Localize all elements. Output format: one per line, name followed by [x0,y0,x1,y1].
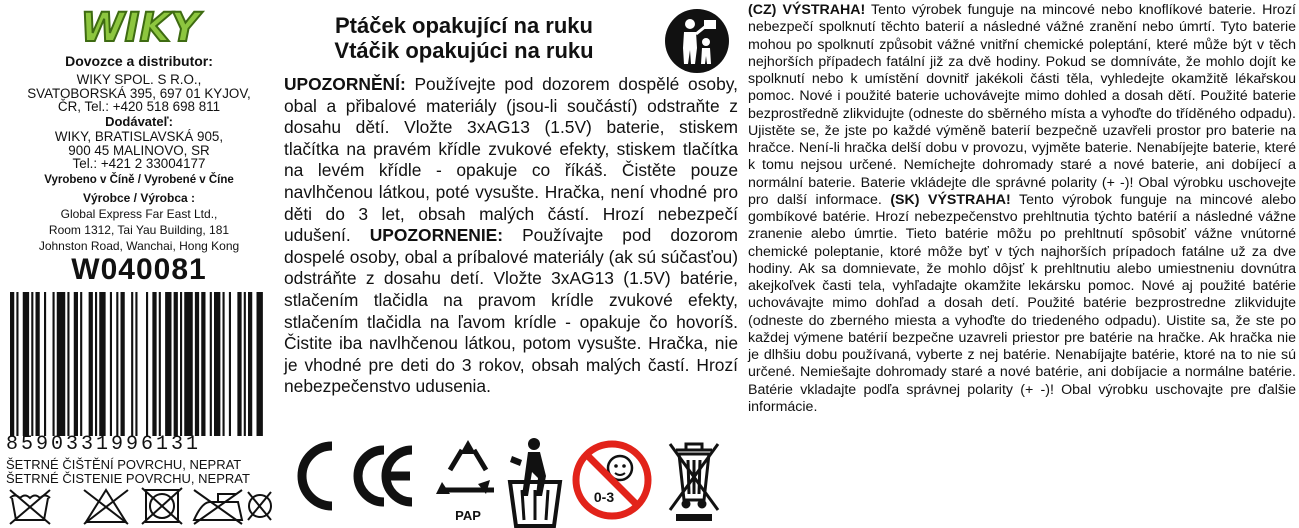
barcode-bar [229,292,231,436]
ce-mark-icon [302,436,342,506]
usage-warning-text [284,74,738,398]
compliance-symbols [284,436,744,528]
warning-text-cz: Používejte pod dozorem dospělé osoby, obal a přibalové materiály (jsou-li součástí) odstraňte z dosahu dětí. Vložte 3xAG13 (1.5V) baterie, stiskem tlačítka na pravém křídle zvukové efekty, stiskem tlačítka na levém křídle - opakuje co říkáš. Čistěte pouze navlhčenou látkou, poté vysušte. Hračka, není vhodné pro děti do 3 let, obsah malých částí. Hrozí nebezpečí udušení. [284,74,738,246]
age-label: 0-3 [593,489,615,505]
importer-heading: Dovozce a distributor: [65,53,213,69]
barcode-bar [74,292,78,436]
barcode-bar [180,292,182,436]
warning-label-cz: UPOZORNĚNÍ: [284,74,406,94]
supplier-address: WIKY, BRATISLAVSKÁ 905, 900 45 MALINOVO, SR Tel.: +421 2 33004177 [54,129,224,172]
battery-warning-text [748,2,1296,416]
age-0-3-warning-icon [576,444,648,516]
battery-warning-label-cz: (CZ) VÝSTRAHA! [748,2,866,18]
barcode-bar [80,292,82,436]
barcode-bar [195,292,199,436]
barcode-number: 8590331996131 [6,433,202,456]
wiky-logo [50,4,230,48]
barcode-bar [89,292,93,436]
importer-address: WIKY SPOL. S R.O., SVATOBORSKÁ 395, 697 01 KYJOV, ČR, Tel.: +420 518 698 811 [27,72,251,115]
battery-warning-sk: Tento výrobok funguje na mincové alebo gombíkové batérie. Hrozí nebezpečenstvo prehltnutia týchto batérií a následné vážne zranenie alebo úmrtie. Tieto batérie môžu po prehltnutí spôsobiť vážne vnútorné chemické poleptanie, ktoré môže byť v tých najhorších prípadoch fatálne už za dve hodiny. Ak sa domnievate, že mohlo dôjsť k prehltnutiu alebo umiestneniu dovnútra akejkoľvek časti tela, vyhľadajte okamžite lekársku pomoc. Nové aj použité batérie uchovávajte mimo dohľad a dosah detí. Použité batérie bezprostredne zlikvidujte (odneste do zberného miesta a vyhoďte do triedeného odpadu). Uistite sa, že ste po každej výmene batérií bezpečne uzavreli priestor pre batérie na hračke. Ak hračka nie je dlhšiu dobu používaná, vyberte z nej batérie. Nenabíjajte batérie, ktoré na to nie sú určené. Nemiešajte dohromady staré a nové batérie, ani dobíjacie a normálne batérie. Batérie vkladajte podľa správnej polarity (+ -)! Obal výrobku uschovajte pre ďalšie informácie. [748,191,1296,415]
no-wash-icon [10,490,50,524]
barcode-bar [57,292,66,436]
logo-text: WIKY [80,5,200,48]
barcode-bar [146,292,148,436]
no-bleach-icon [84,490,128,524]
barcode-bar [121,292,125,436]
barcode-bar [210,292,212,436]
barcode-bar [201,292,205,436]
barcode-bar [110,292,112,436]
no-iron-icon [194,490,242,524]
barcode-bar [99,292,105,436]
care-text-sk: ŠETRNÉ ČISTENIE POVRCHU, NEPRAT [6,471,250,486]
warning-text-sk: Používajte pod dozorom dospelé osoby, obal a príbalové materiály (ak sú súčasťou) odstráňte z dosahu detí. Vložte 3xAG13 (1.5V) batérie, stlačením tlačidla na pravom krídle zvukové efekty, stlačením tlačidla na ľavom krídle - opakuje čo hovoríš. Čistite iba navlhčenou látkou, potom vysušte. Hračka, nie je vhodné pre deti do 3 rokov, obsah malých častí. Hrozí nebezpečenstvo udusenia. [284,225,738,397]
barcode-bar [184,292,193,436]
product-code: W040081 [71,253,207,286]
warning-label-sk: UPOZORNENIE: [369,225,504,246]
recycle-pap-icon [436,440,494,523]
barcode-bar [53,292,55,436]
battery-warning-cz: Tento výrobek funguje na mincové nebo knoflíkové baterie. Hrozí nebezpečí spolknutí těchto baterií a následné vážné zranění nebo úmrtí. Tyto baterie mohou po spolknutí způsobit vážné vnitřní chemické poleptání, které může být v těch nejhorších případech fatální již za dvě hodiny. Pokud se domníváte, že mohlo dojít ke spolknutí nebo k umístění dovnitř jakékoli části těla, vyhledejte okamžitě lékařskou pomoc. Nové i použité baterie uchovávejte mimo dohled a dosah dětí. Použité baterie bezprostředně zlikvidujte (odneste do sběrného místa a vyhoďte do tříděného odpadu). Ujistěte se, že jste po každé výměně baterií bezpečně uzavřeli prostor pro baterie na hračce. Není-li hračka delší dobu v provozu, vyjměte baterie. Nenabíjejte baterie, které k tomu nejsou určené. Nemíchejte dohromady staré a nové baterie, ani dobíjecí a normální baterie. Baterie vkládejte dle správné polarity (+ -)! Obal výrobku uschovejte pro další informace. [748,2,1296,208]
battery-warning-label-sk: (SK) VÝSTRAHA! [890,191,1011,208]
barcode-bar [244,292,246,436]
barcode [10,292,265,436]
weee-bin-icon [670,444,718,521]
barcode-bar [237,292,241,436]
product-title-sk: Vtáčik opakujúci na ruku [334,38,594,63]
barcode-bar [174,292,178,436]
barcode-bar [31,292,33,436]
care-text-cz: ŠETRNÉ ČIŠTĚNÍ POVRCHU, NEPRAT [6,457,242,472]
barcode-bar [135,292,137,436]
no-tumble-dry-icon [142,488,182,524]
tidyman-icon [510,438,560,526]
barcode-bar [10,292,14,436]
barcode-bar [159,292,161,436]
barcode-bar [95,292,97,436]
ce-mark-icon-2 [358,450,412,502]
pap-label: PAP [455,508,481,523]
barcode-bar [257,292,263,436]
barcode-bar [44,292,46,436]
barcode-bar [67,292,69,436]
maker-address: Global Express Far East Ltd., Room 1312, Tai Yau Building, 181 Johnston Road, Wanchai, Hong Kong [38,207,240,253]
barcode-bar [131,292,133,436]
product-title-cz: Ptáček opakující na ruku [335,13,593,38]
barcode-bar [23,292,29,436]
barcode-bar [36,292,40,436]
barcode-bar [152,292,156,436]
care-symbols [6,486,272,526]
adult-supervision-icon [664,8,730,74]
barcode-bar [223,292,225,436]
barcode-bar [116,292,118,436]
no-dry-clean-icon [248,492,271,520]
supplier-heading: Dodávateľ: [105,114,173,129]
barcode-bar [165,292,171,436]
made-in-label: Vyrobeno v Číně / Vyrobené v Číne [44,174,234,186]
barcode-bar [16,292,18,436]
barcode-bar [214,292,220,436]
barcode-bar [248,292,252,436]
maker-heading: Výrobce / Výrobca : [82,191,196,205]
